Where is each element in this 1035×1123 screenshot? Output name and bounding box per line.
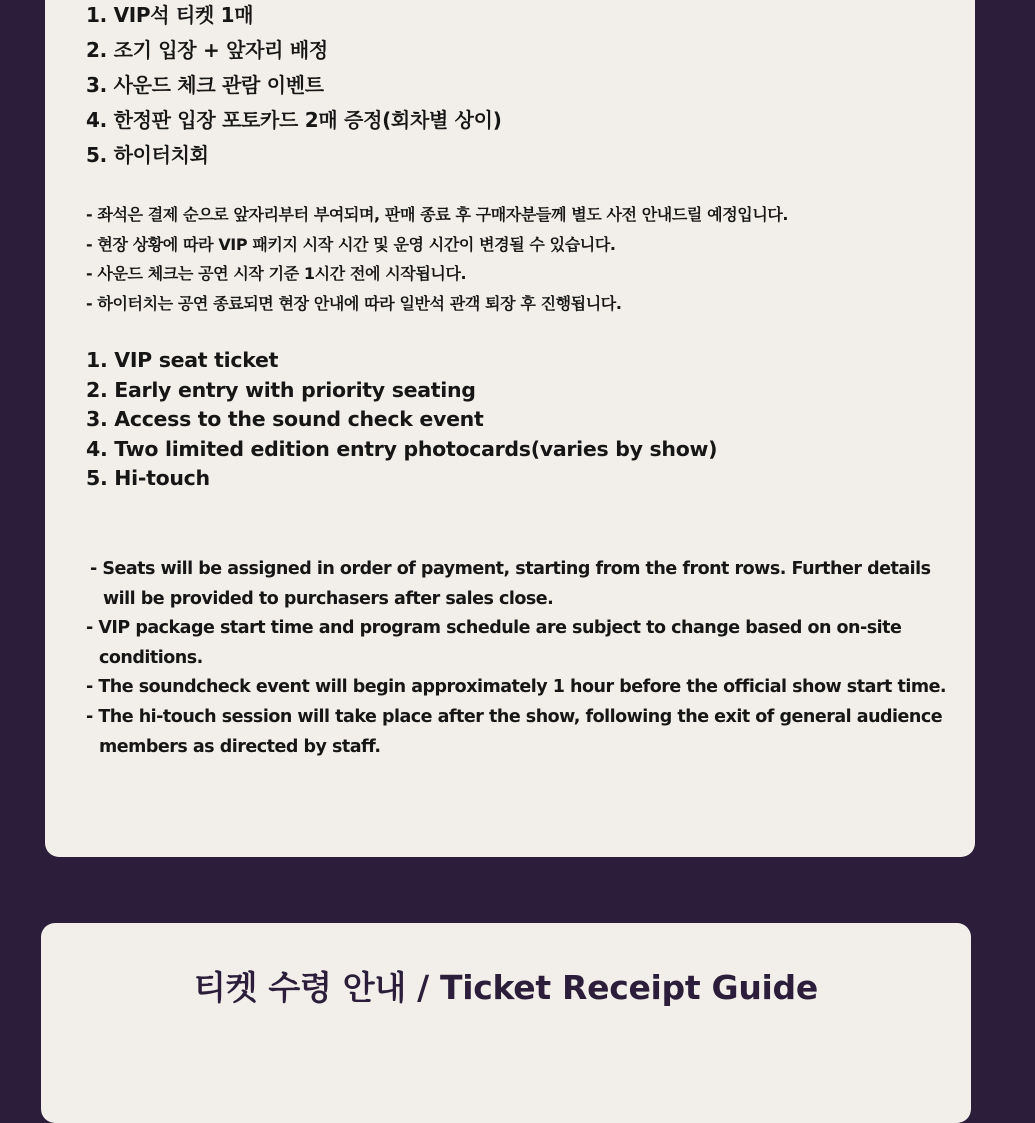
- benefit-item: 1. VIP석 티켓 1매: [86, 3, 254, 27]
- notes-list-english: [86, 555, 966, 762]
- benefit-item: 1. VIP seat ticket: [86, 348, 279, 372]
- note-item: - 하이터치는 공연 종료되면 현장 안내에 따라 일반석 관객 퇴장 후 진행됩니다.: [86, 293, 622, 313]
- benefits-list-korean: [86, 0, 502, 175]
- benefit-item: 4. 한정판 입장 포토카드 2매 증정(회차별 상이): [86, 108, 502, 132]
- benefit-item: 2. Early entry with priority seating: [86, 377, 476, 402]
- ticket-receipt-card: [41, 923, 971, 1123]
- benefit-item: 5. Hi-touch: [86, 466, 210, 490]
- benefit-item: 3. Access to the sound check event: [86, 407, 484, 431]
- benefit-item: 2. 조기 입장 + 앞자리 배정: [86, 38, 328, 62]
- section-title: 티켓 수령 안내 / Ticket Receipt Guide: [194, 968, 818, 1007]
- note-item: - The hi-touch session will take place after the show, following the exit of general audience members as directed by staff.: [86, 706, 943, 757]
- notes-list-korean: [86, 200, 788, 318]
- note-item: - 사운드 체크는 공연 시작 기준 1시간 전에 시작됩니다.: [86, 264, 467, 283]
- note-item: - The soundcheck event will begin approximately 1 hour before the official show start time.: [86, 677, 947, 698]
- benefit-item: 4. Two limited edition entry photocards(varies by show): [86, 436, 718, 461]
- benefit-item: 3. 사운드 체크 관람 이벤트: [86, 73, 324, 97]
- note-item: - 현장 상황에 따라 VIP 패키지 시작 시간 및 운영 시간이 변경될 수 있습니다.: [86, 234, 616, 254]
- benefit-item: 5. 하이터치회: [86, 143, 209, 167]
- note-item: - VIP package start time and program schedule are subject to change based on on-site conditions.: [86, 618, 902, 668]
- benefits-list-english: [86, 346, 717, 494]
- note-item: - Seats will be assigned in order of payment, starting from the front rows. Further details will be provided to purchasers after sales close.: [90, 559, 931, 609]
- note-item: - 좌석은 결제 순으로 앞자리부터 부여되며, 판매 종료 후 구매자분들께 별도 사전 안내드릴 예정입니다.: [86, 205, 789, 224]
